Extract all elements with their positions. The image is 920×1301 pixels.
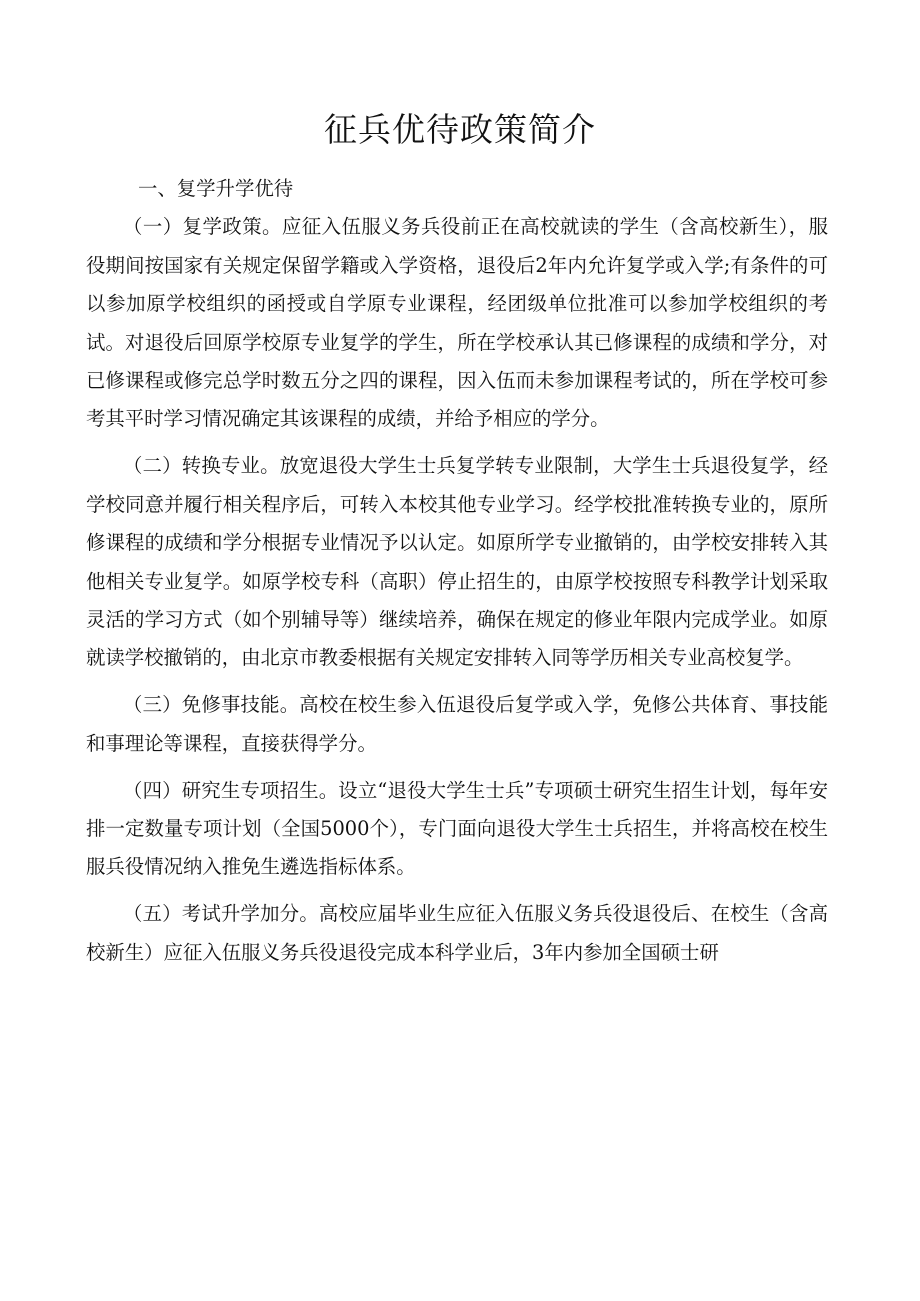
document-body <box>86 170 828 981</box>
section-heading: 一、复学升学优待 <box>138 177 294 200</box>
document-title: 征兵优待政策简介 <box>324 110 596 149</box>
paragraph-exam-bonus: （五）考试升学加分。高校应届毕业生应征入伍服义务兵役退役后、在校生（含高校新生）应征入伍服义务兵役退役完成本科学业后，3年内参加全国硕士研 <box>86 902 828 964</box>
paragraph-major-transfer: （二）转换专业。放宽退役大学生士兵复学转专业限制，大学生士兵退役复学，经学校同意并履行相关程序后，可转入本校其他专业学习。经学校批准转换专业的，原所修课程的成绩和学分根据专业情况予以认定。如原所学专业撤销的，由学校安排转入其他相关专业复学。如原学校专科（高职）停止招生的，由原学校按照专科教学计划采取灵活的学习方式（如个别辅导等）继续培养，确保在规定的修业年限内完成学业。如原就读学校撤销的，由北京市教委根据有关规定安排转入同等学历相关专业高校复学。 <box>86 454 828 670</box>
paragraph-course-exemption: （三）免修事技能。高校在校生参入伍退役后复学或入学，免修公共体育、事技能和事理论等课程，直接获得学分。 <box>86 693 828 755</box>
paragraph-graduate-enrollment: （四）研究生专项招生。设立“退役大学生士兵”专项硕士研究生招生计划，每年安排一定数量专项计划（全国5000个），专门面向退役大学生士兵招生，并将高校在校生服兵役情况纳入推免生遴选指标体系。 <box>86 778 828 879</box>
paragraph-resumption-policy: （一）复学政策。应征入伍服义务兵役前正在高校就读的学生（含高校新生），服役期间按国家有关规定保留学籍或入学资格，退役后2年内允许复学或入学;有条件的可以参加原学校组织的函授或自学原专业课程，经团级单位批准可以参加学校组织的考试。对退役后回原学校原专业复学的学生，所在学校承认其已修课程的成绩和学分，对已修课程或修完总学时数五分之四的课程，因入伍而未参加课程考试的，所在学校可参考其平时学习情况确定其该课程的成绩，并给予相应的学分。 <box>86 215 828 431</box>
